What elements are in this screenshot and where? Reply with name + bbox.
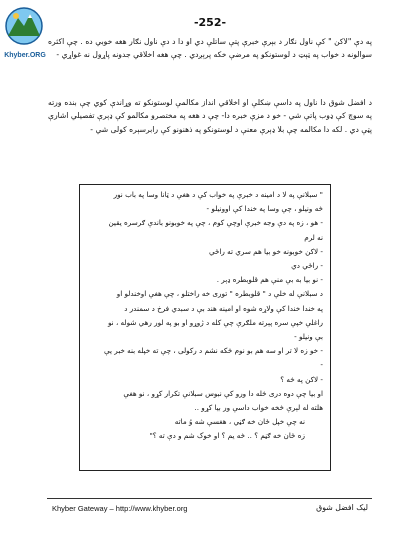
quote-line: بې ونيلو - (294, 332, 323, 342)
verse-line: نه چې خپل ځان خه ګڼي ، هغسې شه وُ ماته (174, 417, 305, 427)
quote-line: راغلې خپې سره پېرته ملګرې چې کله د ژوړو او بو په لور رهي شوله ، نو (107, 317, 323, 327)
quote-line: - راځي دي (291, 261, 323, 271)
logo-text: Khyber.ORG (4, 52, 46, 59)
quote-line: هلته له لېرې څخه خواب داسې ور بيا کړو .. (194, 403, 323, 413)
footer-site: Khyber Gateway – http://www.khyber.org (52, 504, 188, 513)
quote-line: او بيا چې دوه دری څله دا ورو کې نبوس سبلانې تکرار کړو ، نو هغې (123, 388, 323, 398)
footer-divider (47, 498, 372, 499)
paragraph-2: د افضل شوق دا ناول په داسې ښکلې او اخلاقي انداز مکالمې لوستونکو ته وړاندې کوي چې بنده ورته په سوچ کې ډوب پاتې شي - خو د مزې خبره دا- چې د هغه په مختصرو مکالمو کې ډېرې تفصيلي اشارې پټې دي . لکه دا مکالمه چې بلا ډېرې معنې د لوستونکو په ذهنونو کې رابرسېره کولی شي - (48, 98, 372, 134)
quote-line: - لاکن خوبونه خو بيا هم سري ته راځي (208, 246, 323, 256)
quote-line: " سبلانې په لا د امینه د خبرې په خواب کې د هغې د ټانا وسا په باب نور (113, 190, 323, 199)
quote-line: - (320, 360, 323, 370)
quote-line: څه ونيلو ، چې وسا په خندا کې اوونيلو - (206, 204, 323, 214)
khyber-logo (4, 4, 44, 58)
footer-author: لیک افضل شوق (316, 503, 368, 512)
quote-line: په خندا خندا کې ولاړه شوه او امينه هند بې د سبدي فرخ د سمندر د (124, 303, 323, 313)
quote-line: - نو بيا به بې منې هم قلوبطره ډېر . (216, 275, 323, 285)
quote-line: - لاکن په څه ؟ (280, 374, 323, 384)
mountain-logo-icon (4, 4, 44, 54)
quote-line: نه لرم (304, 232, 323, 242)
quote-box (79, 184, 331, 471)
quote-line: - هو ، زه په دې وجه خبرې اوچې کوم ، چې په خوبونو باندې ګرسره يقين (108, 218, 323, 228)
verse-line: زه ځان خه ګڼم ؟ .. څه يم ؟ او خوک شم و دې ته ؟" (149, 431, 305, 441)
paragraph-1: په دې "لاکن " کې ناول نګار د بېرې خبرې پتې ساتلې دي او دا د دې ناول نګار هغه خوبي ده . چې اکثره سوالونه د خواب په ټېټ د لوستونکو په مرضې خکه پرېږدي . چې هغه اخلاقي جدونه پاړول نه غواړي - (48, 37, 372, 60)
quote-line: - خو زه لا تر او سه هم بو نوم څکه نشم د رکولی ، چې ته خپله بنه خبر يې (103, 346, 323, 356)
quote-line: د سبلانې له خلې د " قلوبطره " توری خه راختلو ، چې هغې اوخندلو او (116, 289, 323, 299)
page-number: -252- (193, 16, 227, 29)
